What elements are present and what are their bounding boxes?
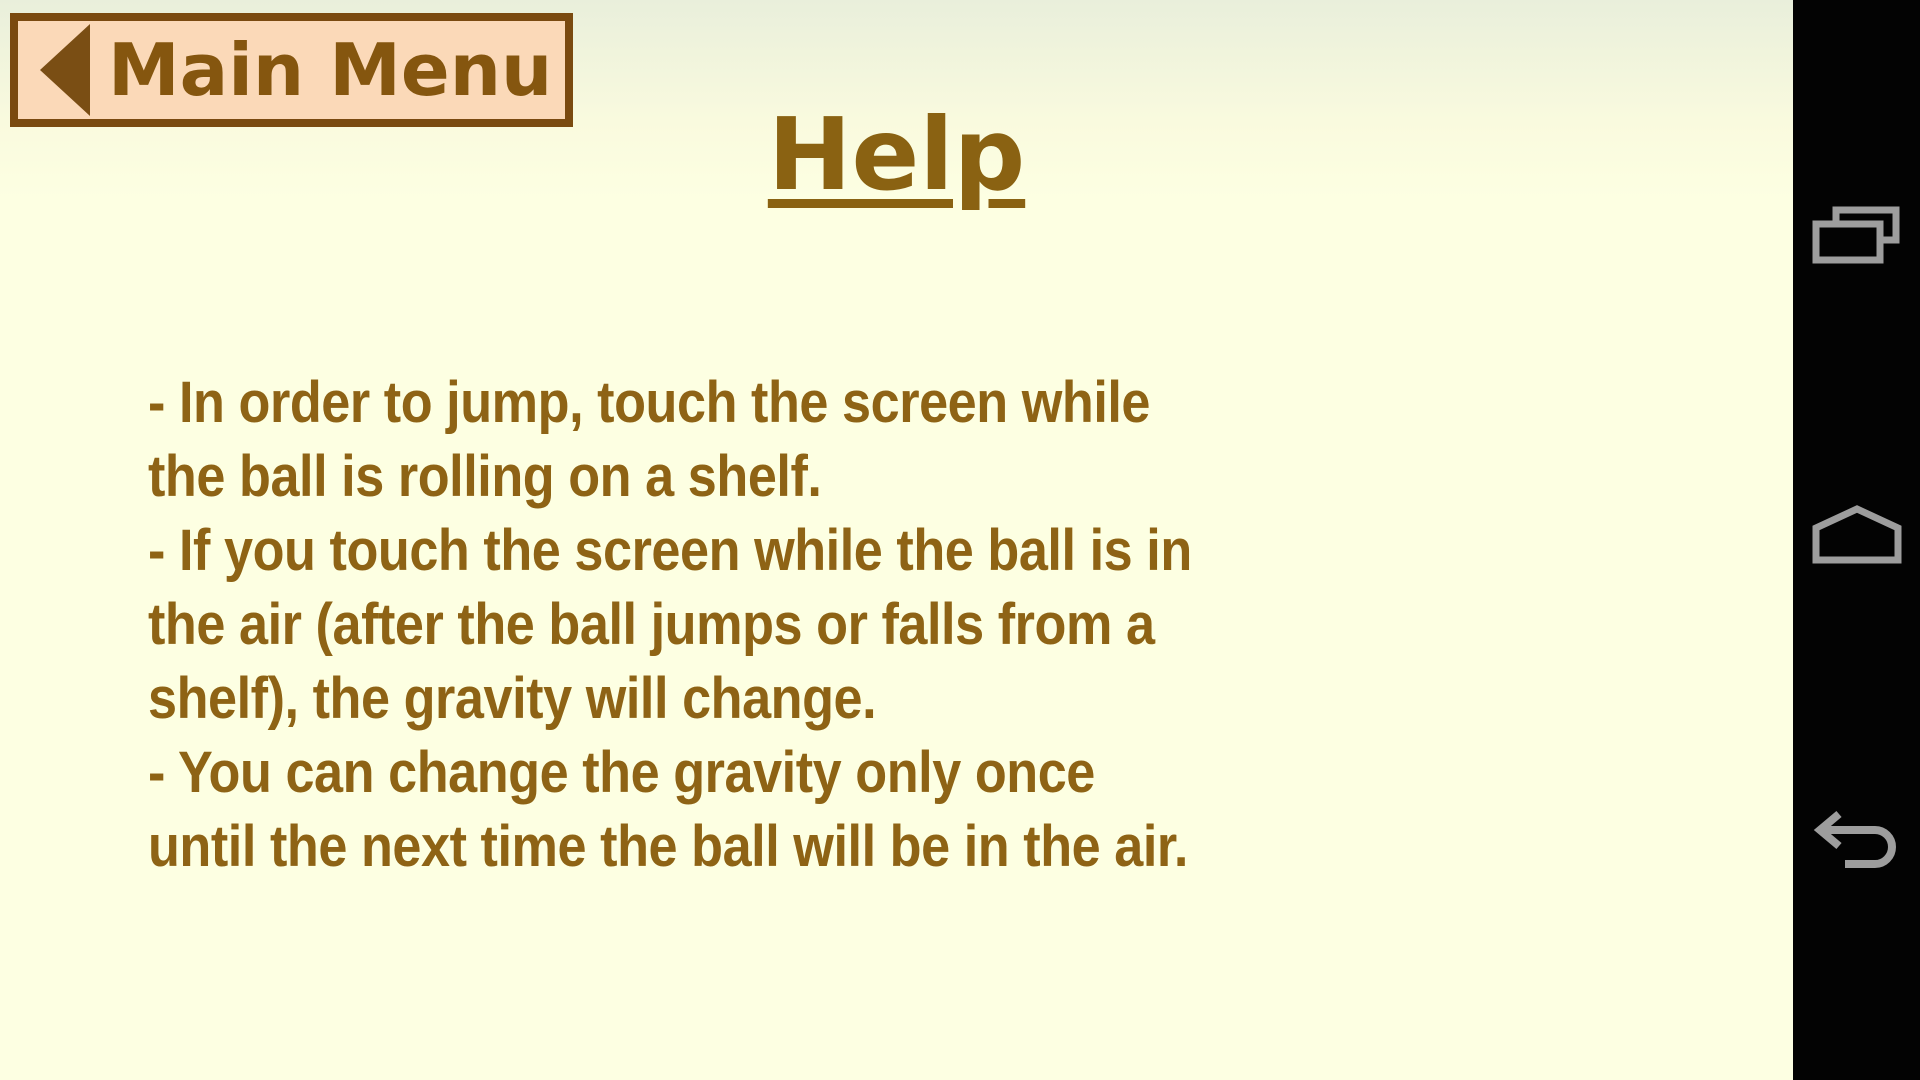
page-title-wrap — [0, 96, 1793, 213]
back-button[interactable] — [1793, 785, 1920, 895]
help-line: until the next time the ball will be in the air. — [148, 814, 1188, 879]
help-line: the ball is rolling on a shelf. — [148, 444, 822, 509]
home-button[interactable] — [1793, 480, 1920, 590]
help-line: the air (after the ball jumps or falls from a — [148, 592, 1155, 657]
help-line: shelf), the gravity will change. — [148, 666, 877, 731]
page-title: Help — [767, 96, 1026, 213]
recent-apps-button[interactable] — [1793, 183, 1920, 293]
main-menu-button-label: Main Menu — [108, 28, 553, 112]
android-navigation-bar — [1793, 0, 1920, 1080]
home-icon — [1811, 505, 1903, 565]
recent-apps-icon — [1812, 206, 1902, 270]
back-icon — [1809, 808, 1905, 872]
help-line: - If you touch the screen while the ball is in — [148, 518, 1192, 583]
help-body-text — [148, 366, 1192, 884]
help-line: - In order to jump, touch the screen while — [148, 370, 1151, 435]
help-line: - You can change the gravity only once — [148, 740, 1095, 805]
